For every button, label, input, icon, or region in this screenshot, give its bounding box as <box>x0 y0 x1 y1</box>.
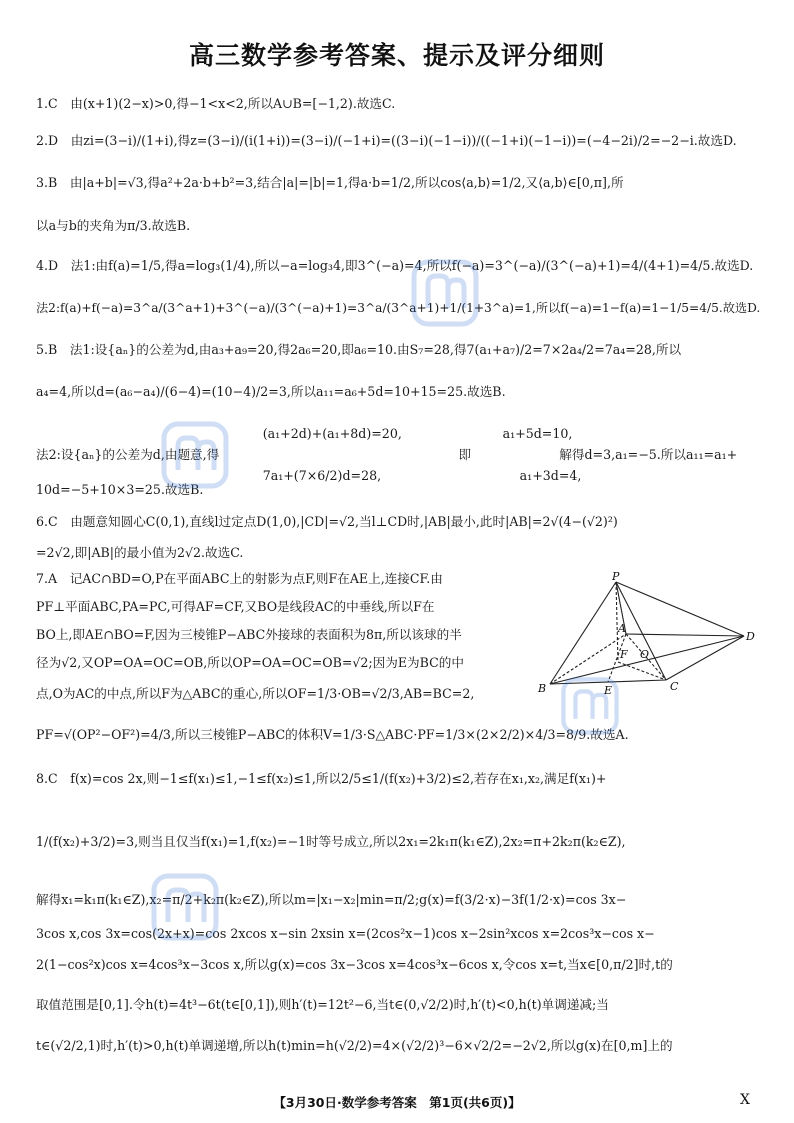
answer-line: a₄=4,所以d=(a₆−a₄)/(6−4)=(10−4)/2=3,所以a₁₁=a₆+5d=10+15=25.故选B. <box>36 384 506 399</box>
answer-line: 1.C 由(x+1)(2−x)>0,得−1<x<2,所以A∪B=[−1,2).故选C. <box>36 96 396 111</box>
answer-line: 8.C f(x)=cos 2x,则−1≤f(x₁)≤1,−1≤f(x₂)≤1,所以2/5≤1/(f(x₂)+3/2)≤2,若存在x₁,x₂,满足f(x₁)+ <box>36 771 607 786</box>
answer-line: 7a₁+(7×6/2)d=28, a₁+3d=4, <box>36 468 582 483</box>
answer-line: 径为√2,又OP=OA=OC=OB,所以OP=OA=OC=OB=√2;因为E为BC的中 <box>36 655 464 670</box>
edge-pb <box>550 582 616 684</box>
answer-line: =2√2,即|AB|的最小值为2√2.故选C. <box>36 545 244 560</box>
answer-line: 7.A 记AC∩BD=O,P在平面ABC上的射影为点F,则F在AE上,连接CF.由 <box>36 571 443 586</box>
answer-line: 10d=−5+10×3=25.故选B. <box>36 482 204 497</box>
answer-line: 5.B 法1:设{aₙ}的公差为d,由a₃+a₉=20,得2a₆=20,即a₆=10.由S₇=28,得7(a₁+a₇)/2=7×2a₄/2=7a₄=28,所以 <box>36 342 682 357</box>
footer-mark: X <box>740 1092 750 1108</box>
answer-line: 3cos x,cos 3x=cos(2x+x)=cos 2xcos x−sin 2xsin x=(2cos²x−1)cos x−2sin²xcos x=2cos³x−cos x− <box>36 926 655 941</box>
answer-line: 解得x₁=k₁π(k₁∈Z),x₂=π/2+k₂π(k₂∈Z),所以m=|x₁−x₂|min=π/2;g(x)=f(3/2·x)−3f(1/2·x)=cos 3x− <box>36 892 627 907</box>
answer-line: 4.D 法1:由f(a)=1/5,得a=log₃(1/4),所以−a=log₃4,即3^(−a)=4,所以f(−a)=3^(−a)/(3^(−a)+1)=4/(4+1)=4/5.故选D. <box>36 258 754 273</box>
edge-cd <box>666 636 744 680</box>
page-footer: 【3月30日·数学参考答案 第1页(共6页)】 <box>273 1095 521 1110</box>
answer-line: 法2:设{aₙ}的公差为d,由题意,得 即 解得d=3,a₁=−5.所以a₁₁=a₁+ <box>36 447 738 462</box>
edge-pd <box>616 582 744 636</box>
label-b: B <box>538 682 547 695</box>
label-p: P <box>612 572 620 583</box>
answer-line: 1/(f(x₂)+3/2)=3,则当且仅当f(x₁)=1,f(x₂)=−1时等号成立,所以2x₁=2k₁π(k₁∈Z),2x₂=π+2k₂π(k₂∈Z), <box>36 834 626 849</box>
page-title: 高三数学参考答案、提示及评分细则 <box>188 41 605 70</box>
answer-line: 6.C 由题意知圆心C(0,1),直线l过定点D(1,0),|CD|=√2,当l⊥CD时,|AB|最小,此时|AB|=2√(4−(√2)²) <box>36 514 618 529</box>
label-a: A <box>618 622 626 635</box>
answer-line: t∈(√2/2,1)时,h′(t)>0,h(t)单调递增,所以h(t)min=h(√2/2)=4×(√2/2)³−6×√2/2=−2√2,所以g(x)在[0,m]上的 <box>36 1038 673 1053</box>
answer-line: PF⊥平面ABC,PA=PC,可得AF=CF,又BO是线段AC的中垂线,所以F在 <box>36 599 435 614</box>
label-f: F <box>620 648 628 661</box>
label-d: D <box>746 630 755 643</box>
label-o: O <box>640 648 650 661</box>
pyramid-figure <box>536 572 758 698</box>
answer-line: 以a与b的夹角为π/3.故选B. <box>36 218 191 233</box>
label-e: E <box>604 684 613 697</box>
answer-line: 点,O为AC的中点,所以F为△ABC的重心,所以OF=1/3·OB=√2/3,AB=BC=2, <box>36 686 475 701</box>
answer-line: 3.B 由|a+b|=√3,得a²+2a·b+b²=3,结合|a|=|b|=1,得a·b=1/2,所以cos⟨a,b⟩=1/2,又⟨a,b⟩∈[0,π],所 <box>36 175 624 190</box>
answer-line: 2.D 由zi=(3−i)/(1+i),得z=(3−i)/(i(1+i))=(3−i)/(−1+i)=((3−i)(−1−i))/((−1+i)(−1−i))=(−4−2i)/2=−2−i.故选D. <box>36 133 737 148</box>
answer-line: (a₁+2d)+(a₁+8d)=20, a₁+5d=10, <box>36 426 573 441</box>
answer-line: 2(1−cos²x)cos x=4cos³x−3cos x,所以g(x)=cos 3x−3cos x=4cos³x−6cos x,令cos x=t,当x∈[0,π/2]时,t的 <box>36 957 673 972</box>
answer-line: BO上,即AE∩BO=F,因为三棱锥P−ABC外接球的表面积为8π,所以该球的半 <box>36 627 462 642</box>
label-c: C <box>670 680 679 693</box>
edge-ba <box>550 634 626 684</box>
answer-line: 法2:f(a)+f(−a)=3^a/(3^a+1)+3^(−a)/(3^(−a)+1)=3^a/(3^a+1)+1/(1+3^a)=1,所以f(−a)=1−f(a)=1−1/5=4/5.故选D. <box>36 301 761 315</box>
answer-line: PF=√(OP²−OF²)=4/3,所以三棱锥P−ABC的体积V=1/3·S△ABC·PF=1/3×(2×2/2)×4/3=8/9.故选A. <box>36 727 629 742</box>
answer-line: 取值范围是[0,1].令h(t)=4t³−6t(t∈[0,1]),则h′(t)=12t²−6,当t∈(0,√2/2)时,h′(t)<0,h(t)单调递减;当 <box>36 997 609 1012</box>
